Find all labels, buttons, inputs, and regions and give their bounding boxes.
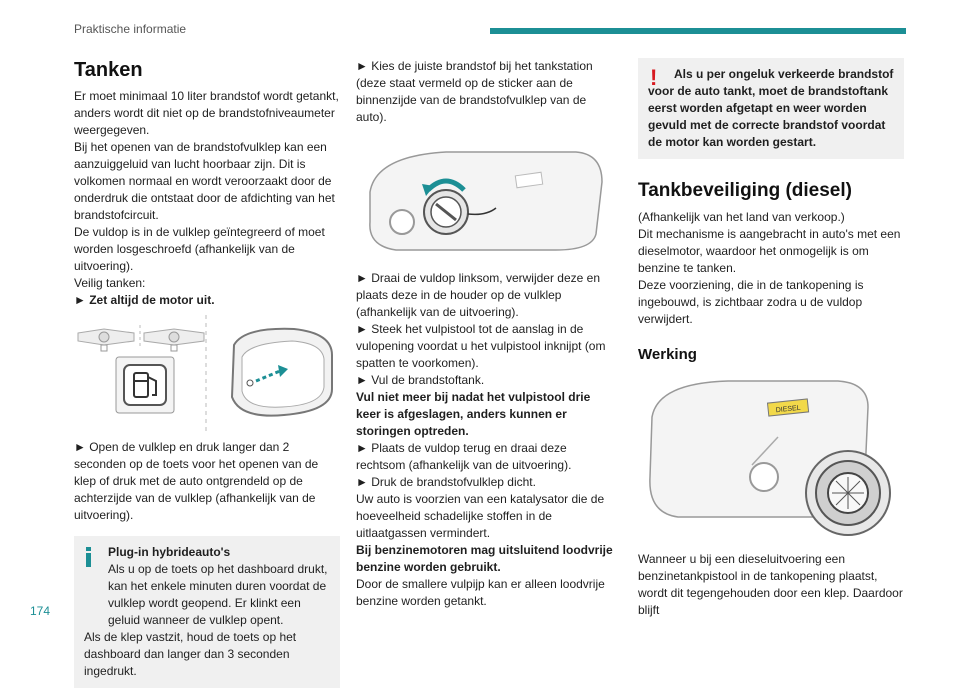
werking-paragraph: Wanneer u bij een dieseluitvoering een benzinetankpistool in de tankopening plaatst, wordt dit tegengehouden door een klep. Daardoor blijft [638, 552, 903, 617]
warning-text: Als u per ongeluk verkeerde brandstof voor de auto tankt, moet de brandstoftank eerst worden afgetapt en weer worden gevuld met de correcte brandstof voordat de motor kan worden gestart. [648, 67, 894, 149]
fuel-pump-button-icon [116, 357, 174, 413]
narrow-filler-paragraph: Door de smallere vulpijp kan er alleen loodvrije benzine worden getankt. [356, 577, 605, 608]
diesel-sticker-label: DIESEL [775, 404, 802, 415]
step-engine-off: ► Zet altijd de motor uit. [74, 293, 215, 307]
header-rule [490, 28, 906, 34]
step-close-flap: ► Druk de brandstofvulklep dicht. [356, 475, 536, 489]
step-fill-tank: ► Vul de brandstoftank. [356, 373, 485, 387]
intro-paragraph-4: Veilig tanken: [74, 276, 146, 290]
page-number: 174 [30, 604, 51, 618]
misfuel-paragraph-1: Dit mechanisme is aangebracht in auto's met een dieselmotor, waardoor het onmogelijk is om benzine te tanken. [638, 227, 901, 275]
intro-paragraph-2: Bij het openen van de brandstofvulklep kan een aanzuiggeluid van lucht hoorbaar zijn. Dit is volkomen normaal en wordt veroorzaakt door de onderdruk die ontstaat door de afdichting van het brandstofcircuit. [74, 140, 335, 222]
running-header: Praktische informatie [74, 22, 187, 36]
info-box-title: Plug-in hybrideauto's [108, 545, 231, 559]
diesel-filler-illustration [638, 377, 904, 537]
fuel-flap-icon [232, 329, 332, 416]
info-box-plug-in-hybrid [74, 536, 340, 688]
step-open-flap: ► Open de vulklep en druk langer dan 2 seconden op de toets voor het openen van de klep of druk met de auto ontgrendeld op de achterzijde van de vulklep (afhankelijk van de uitvoering). [74, 440, 319, 522]
subsection-title-werking: Werking [638, 346, 697, 363]
step-turn-cap: ► Draai de vuldop linksom, verwijder deze en plaats deze in de houder op de vulklep (afhankelijk van de uitvoering). [356, 271, 600, 319]
column-2 [356, 58, 618, 610]
intro-paragraph-3: De vuldop is in de vulklep geïntegreerd of moet worden losgeschroefd (afhankelijk van de uitvoering). [74, 225, 325, 273]
fuel-door-illustration [74, 315, 340, 433]
column-3 [638, 58, 904, 619]
step-choose-fuel: ► Kies de juiste brandstof bij het tankstation (deze staat vermeld op de sticker aan de binnenzijde van de brandstofvulklep van de auto). [356, 59, 593, 124]
info-box-text-2: Als de klep vastzit, houd de toets op het dashboard dan langer dan 3 seconden ingedrukt. [84, 630, 297, 678]
section-title-misfuel-protection: Tankbeveiliging (diesel) [638, 180, 852, 201]
exclamation-warning-icon: ! [650, 65, 658, 90]
misfuel-country-note: (Afhankelijk van het land van verkoop.) [638, 210, 845, 224]
unleaded-only-notice: Bij benzinemotoren mag uitsluitend loodvrije benzine worden gebruikt. [356, 543, 613, 574]
intro-paragraph-1: Er moet minimaal 10 liter brandstof wordt getankt, anders wordt dit niet op de brandstofniveaumeter weergegeven. [74, 89, 339, 137]
dashboard-buttons-icon [78, 325, 204, 351]
misfuel-valve-icon [806, 451, 890, 535]
step-insert-nozzle: ► Steek het vulpistool tot de aanslag in de vulopening voordat u het vulpistool inknijpt (om spatten te voorkomen). [356, 322, 606, 370]
info-box-text: Als u op de toets op het dashboard drukt, kan het enkele minuten duren voordat de vulklep wordt geopend. Er klinkt een geluid wanneer de vulklep opent. [108, 562, 328, 627]
step-replace-cap: ► Plaats de vuldop terug en draai deze rechtsom (afhankelijk van de uitvoering). [356, 441, 572, 472]
misfuel-paragraph-2: Deze voorziening, die in de tankopening is ingebouwd, is zichtbaar zodra u de vuldop verwijdert. [638, 278, 864, 326]
column-1 [74, 52, 340, 688]
section-title-tanken: Tanken [74, 59, 143, 81]
catalyst-paragraph: Uw auto is voorzien van een katalysator die de hoeveelheid schadelijke stoffen in de uitlaatgassen vermindert. [356, 492, 605, 540]
info-icon [86, 547, 91, 567]
warning-no-overfill: Vul niet meer bij nadat het vulpistool drie keer is afgeslagen, anders kunnen er storingen optreden. [356, 390, 591, 438]
fuel-cap-illustration [356, 142, 618, 260]
warning-box-wrong-fuel [638, 58, 904, 159]
